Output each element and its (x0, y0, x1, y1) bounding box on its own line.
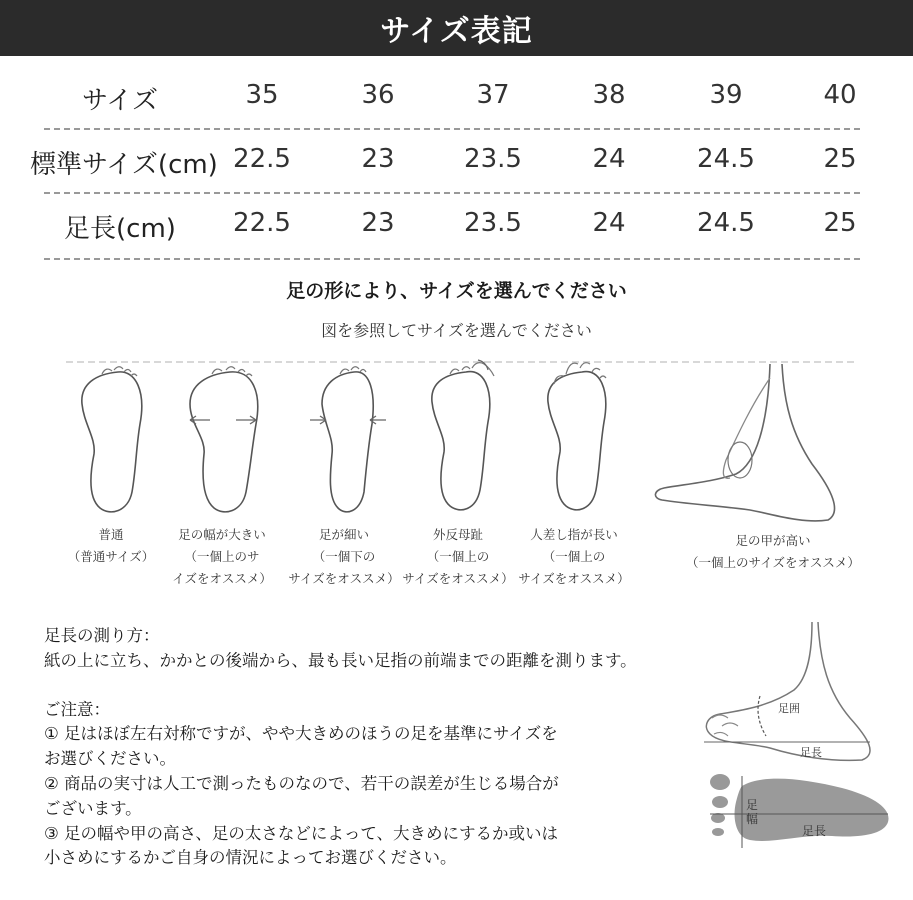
caption-line: （一個上の (542, 549, 606, 564)
note-line: ② 商品の実寸は人工で測ったものなので、若干の誤差が生じる場合が (44, 773, 559, 793)
header-bar (0, 0, 913, 56)
figure-caption-wide (160, 524, 284, 590)
note-line: お選びください。 (44, 749, 176, 769)
table-cell: 22.5 (233, 144, 291, 174)
table-cell: 24 (592, 144, 626, 174)
narrow-foot-icon (304, 362, 394, 522)
figure-caption-normal (56, 524, 166, 568)
measure-heading: 足長の測り方： (44, 626, 160, 645)
bunion-foot-icon (420, 356, 510, 522)
section-title: 足の形により、サイズを選んでください (286, 280, 627, 302)
page-title: サイズ表記 (380, 14, 533, 49)
table-cell: 37 (476, 80, 510, 110)
note-line: ① 足はほぼ左右対称ですが、やや大きめのほうの足を基準にサイズを (44, 724, 558, 744)
caption-line: サイズをオススメ） (518, 571, 630, 586)
table-cell: 24.5 (697, 208, 755, 238)
footprint-diagram-icon (702, 768, 898, 854)
table-cell: 24 (592, 208, 626, 238)
table-cell: 40 (823, 80, 857, 110)
row-divider (44, 258, 860, 260)
table-cell: 23 (361, 208, 395, 238)
caption-line: 足が細い (318, 527, 369, 542)
caption-line: 人差し指が長い (530, 527, 618, 542)
row-label: 足長(cm) (64, 214, 176, 244)
figure-caption-high-instep (680, 530, 866, 574)
long-toe-foot-icon (536, 356, 626, 522)
row-divider (44, 128, 860, 130)
foot-side-diagram-icon (700, 622, 900, 762)
caption-line: 普通 (98, 527, 124, 542)
table-cell: 35 (245, 80, 279, 110)
table-cell: 38 (592, 80, 626, 110)
figure-caption-bunion (396, 524, 520, 590)
table-cell: 25 (823, 208, 857, 238)
caption-line: イズをオススメ） (172, 571, 272, 586)
caption-line: 外反母趾 (432, 527, 483, 542)
caption-line: （一個上のサイズをオススメ） (686, 555, 860, 570)
length-label-bottom: 足長 (802, 824, 827, 838)
table-cell: 25 (823, 144, 857, 174)
normal-foot-icon (66, 362, 156, 522)
table-cell: 23 (361, 144, 395, 174)
figure-caption-narrow (282, 524, 406, 590)
caution-heading: ご注意： (44, 699, 110, 719)
caption-line: （一個下の (312, 549, 376, 564)
caption-line: サイズをオススメ） (288, 571, 400, 586)
section-subtitle: 図を参照してサイズを選んでください (321, 321, 592, 340)
measurement-notes (44, 624, 714, 871)
row-label: サイズ (82, 86, 158, 116)
caption-line: （普通サイズ） (67, 549, 155, 564)
measure-body: 紙の上に立ち、かかとの後端から、最も長い足指の前端までの距離を測ります。 (44, 650, 637, 670)
size-table (0, 66, 913, 258)
caption-line: （一個上のサ (184, 549, 260, 564)
width-label: 足幅 (746, 798, 759, 826)
table-row-foot-length (0, 194, 913, 258)
high-instep-foot-icon (652, 364, 852, 524)
table-cell: 22.5 (233, 208, 291, 238)
table-row-size (0, 66, 913, 130)
row-divider (44, 192, 860, 194)
wide-foot-icon (180, 362, 270, 522)
table-cell: 36 (361, 80, 395, 110)
caption-line: 足の幅が大きい (178, 527, 266, 542)
table-cell: 24.5 (697, 144, 755, 174)
length-label-side: 足長 (800, 746, 822, 759)
note-line: 小さめにするかご自身の情況によってお選びください。 (44, 848, 457, 868)
table-cell: 23.5 (464, 144, 522, 174)
caption-line: （一個上の (426, 549, 490, 564)
figure-caption-long-toe (512, 524, 636, 590)
girth-label: 足囲 (778, 702, 800, 715)
caption-line: 足の甲が高い (735, 533, 811, 548)
table-cell: 23.5 (464, 208, 522, 238)
caption-line: サイズをオススメ） (402, 571, 514, 586)
row-label: 標準サイズ(cm) (30, 150, 218, 180)
table-cell: 39 (709, 80, 743, 110)
table-row-standard-size (0, 130, 913, 194)
note-line: ③ 足の幅や甲の高さ、足の太さなどによって、大きめにするか或いは (44, 823, 559, 843)
note-line: ございます。 (44, 798, 142, 818)
